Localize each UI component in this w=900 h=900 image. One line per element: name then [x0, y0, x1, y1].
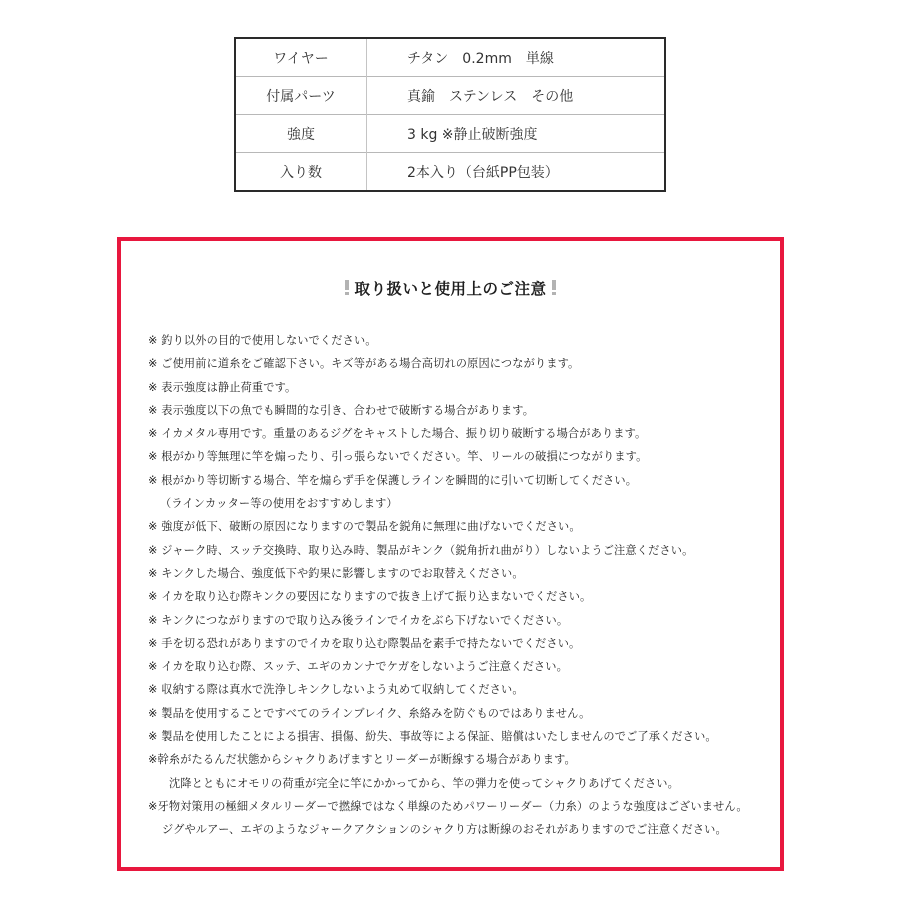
spec-row-parts — [235, 77, 665, 115]
notice-title-text: 取り扱いと使用上のご注意 — [354, 280, 547, 298]
notice-item-continuation: （ラインカッター等の使用をおすすめします） — [160, 497, 398, 511]
spec-value: 3 kg ※静止破断強度 — [367, 115, 666, 153]
spec-row-wire — [235, 38, 665, 77]
notice-item: ※ 表示強度は静止荷重です。 — [148, 380, 297, 394]
notice-item: ※ 手を切る恐れがありますのでイカを取り込む際製品を素手で持たないでください。 — [148, 636, 581, 650]
spec-row-quantity — [235, 153, 665, 192]
spec-label: ワイヤー — [235, 38, 367, 77]
notice-item: ※ 根がかり等無理に竿を煽ったり、引っ張らないでください。竿、リールの破損につながります。 — [148, 450, 648, 464]
spec-value: 2本入り（台紙PP包装） — [367, 153, 666, 192]
spec-value: チタン 0.2mm 単線 — [407, 50, 554, 67]
notice-item-continuation: 沈降とともにオモリの荷重が完全に竿にかかってから、竿の弾力を使ってシャクりあげてください。 — [169, 776, 679, 790]
notice-item-continuation: ジグやルアー、エギのようなジャークアクションのシャクり方は断線のおそれがありますのでご注意ください。 — [162, 823, 727, 837]
notice-list — [148, 329, 770, 842]
notice-item: ※ ご使用前に道糸をご確認下さい。キズ等がある場合高切れの原因につながります。 — [148, 357, 580, 371]
spec-label: 強度 — [235, 115, 367, 153]
notice-item: ※幹糸がたるんだ状態からシャクりあげますとリーダーが断線する場合があります。 — [148, 753, 576, 767]
spec-row-strength — [235, 115, 665, 153]
spec-table — [234, 37, 666, 192]
notice-heading — [121, 277, 780, 299]
spec-value: 真鍮 ステンレス その他 — [367, 77, 666, 115]
notice-item: ※牙物対策用の極細メタルリーダーで撚線ではなく単線のためパワーリーダー（力糸）のような強度はございません。 — [148, 799, 748, 813]
exclamation-icon — [345, 280, 349, 295]
notice-item: ※ 収納する際は真水で洗浄しキンクしないよう丸めて収納してください。 — [148, 683, 524, 697]
caution-notice-box — [117, 237, 784, 871]
notice-item: ※ 製品を使用したことによる損害、損傷、紛失、事故等による保証、賠償はいたしませんのでご了承ください。 — [148, 730, 717, 744]
notice-item: ※ キンクにつながりますので取り込み後ラインでイカをぶら下げないでください。 — [148, 613, 569, 627]
notice-item: ※ 強度が低下、破断の原因になりますので製品を鋭角に無理に曲げないでください。 — [148, 520, 581, 534]
exclamation-icon — [552, 280, 556, 295]
notice-item: ※ イカを取り込む際キンクの要因になりますので抜き上げて振り込まないでください。 — [148, 590, 592, 604]
notice-item: ※ イカメタル専用です。重量のあるジグをキャストした場合、振り切り破断する場合があります。 — [148, 427, 647, 441]
spec-label: 入り数 — [235, 153, 367, 192]
notice-item: ※ キンクした場合、強度低下や釣果に影響しますのでお取替えください。 — [148, 566, 524, 580]
notice-item: ※ イカを取り込む際、スッテ、エギのカンナでケガをしないようご注意ください。 — [148, 660, 568, 674]
notice-item: ※ ジャーク時、スッテ交換時、取り込み時、製品がキンク（鋭角折れ曲がり）しないようご注意ください。 — [148, 543, 694, 557]
notice-item: ※ 表示強度以下の魚でも瞬間的な引き、合わせで破断する場合があります。 — [148, 403, 535, 417]
notice-item: ※ 根がかり等切断する場合、竿を煽らず手を保護しラインを瞬間的に引いて切断してください。 — [148, 473, 638, 487]
notice-item: ※ 釣り以外の目的で使用しないでください。 — [148, 334, 377, 347]
spec-label: 付属パーツ — [235, 77, 367, 115]
notice-item: ※ 製品を使用することですべてのラインブレイク、糸絡みを防ぐものではありません。 — [148, 706, 591, 720]
